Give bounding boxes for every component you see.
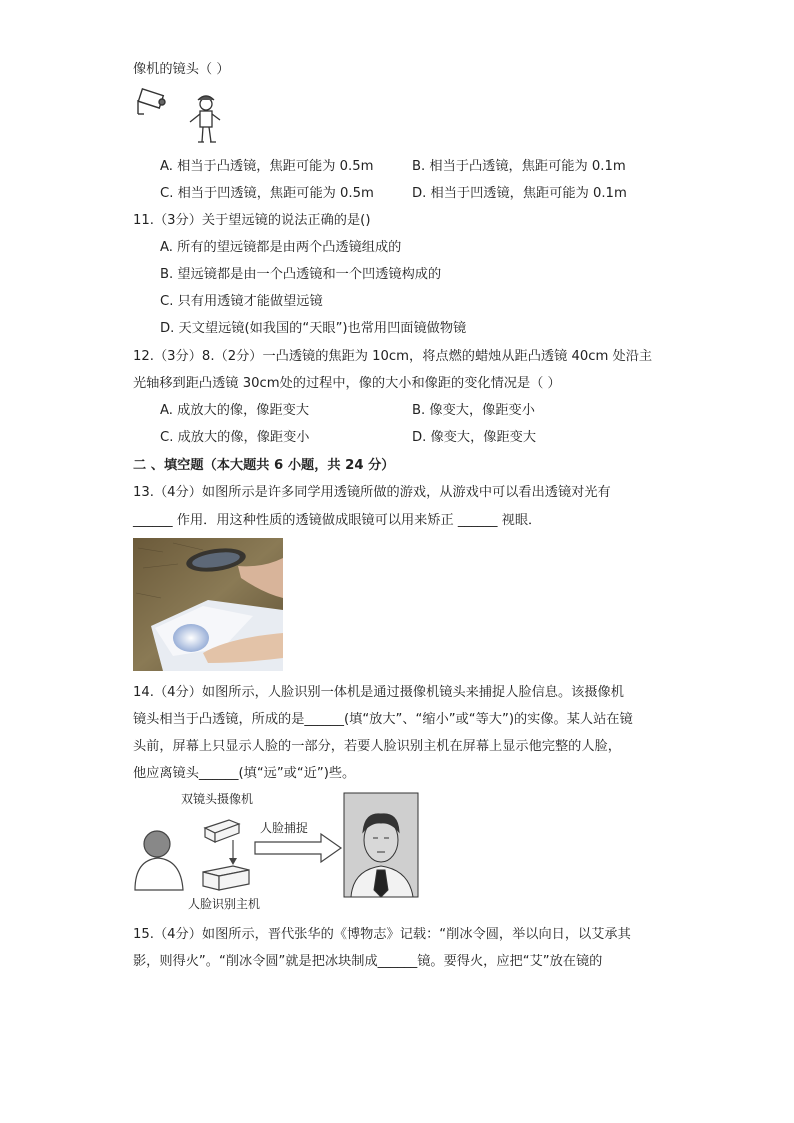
camera-icon xyxy=(138,89,165,114)
q14-line4: 他应离镜头______(填“远”或“近”)些。 xyxy=(133,766,356,781)
q14-line1: 14.（4分）如图所示，人脸识别一体机是通过摄像机镜头来捕捉人脸信息。该摄像机 xyxy=(133,685,624,700)
person-silhouette-icon xyxy=(135,831,183,890)
host-box-icon xyxy=(203,866,249,890)
q11-stem: 11.（3分）关于望远镜的说法正确的是() xyxy=(133,213,371,228)
camera-box-icon xyxy=(205,820,239,842)
q12-option-d: D. 像变大，像距变大 xyxy=(412,430,537,445)
q10-option-b: B. 相当于凸透镜，焦距可能为 0.1m xyxy=(412,159,626,174)
q10-camera-person-figure xyxy=(132,88,227,146)
q10-option-c: C. 相当于凹透镜，焦距可能为 0.5m xyxy=(160,186,374,201)
q14-line3: 头前，屏幕上只显示人脸的一部分，若要人脸识别主机在屏幕上显示他完整的人脸， xyxy=(133,739,621,754)
q12-stem-line2: 光轴移到距凸透镜 30cm处的过程中，像的大小和像距的变化情况是（ ） xyxy=(133,376,561,391)
q10-option-a: A. 相当于凸透镜，焦距可能为 0.5m xyxy=(160,159,374,174)
face-photo xyxy=(344,793,418,897)
capture-arrow-icon xyxy=(255,834,341,862)
host-label: 人脸识别主机 xyxy=(188,897,261,911)
q11-option-d: D. 天文望远镜(如我国的“天眼”)也常用凹面镜做物镜 xyxy=(160,321,467,336)
q12-option-c: C. 成放大的像，像距变小 xyxy=(160,430,310,445)
q13-line1: 13.（4分）如图所示是许多同学用透镜所做的游戏，从游戏中可以看出透镜对光有 xyxy=(133,485,611,500)
q12-stem-line1: 12.（3分）8.（2分）一凸透镜的焦距为 10cm，将点燃的蜡烛从距凸透镜 40cm 处沿主 xyxy=(133,349,653,364)
q10-option-d: D. 相当于凹透镜，焦距可能为 0.1m xyxy=(412,186,627,201)
capture-label: 人脸捕捉 xyxy=(260,821,309,835)
q11-option-b: B. 望远镜都是由一个凸透镜和一个凹透镜构成的 xyxy=(160,267,442,282)
q12-option-b: B. 像变大，像距变小 xyxy=(412,403,535,418)
q14-line2: 镜头相当于凸透镜，所成的是______(填“放大”、“缩小”或“等大”)的实像。某人站在镜 xyxy=(133,712,633,727)
q11-option-a: A. 所有的望远镜都是由两个凸透镜组成的 xyxy=(160,240,402,255)
q13-magnifier-photo xyxy=(133,538,283,671)
q13-line2: ______ 作用．用这种性质的透镜做成眼镜可以用来矫正 ______ 视眼． xyxy=(133,513,542,528)
q15-line2: 影，则得火”。“削冰令圆”就是把冰块制成______镜。要得火，应把“艾”放在镜的 xyxy=(133,954,603,969)
q10-lead: 像机的镜头（ ） xyxy=(133,62,230,77)
q14-face-recognition-figure xyxy=(133,790,423,915)
q11-option-c: C. 只有用透镜才能做望远镜 xyxy=(160,294,323,309)
q12-option-a: A. 成放大的像，像距变大 xyxy=(160,403,310,418)
person-icon xyxy=(190,96,220,142)
camera-label: 双镜头摄像机 xyxy=(181,792,254,806)
q15-line1: 15.（4分）如图所示，晋代张华的《博物志》记载：“削冰令圆，举以向日，以艾承其 xyxy=(133,927,631,942)
section-heading-fill-blank: 二 、填空题（本大题共 6 小题，共 24 分） xyxy=(133,458,395,473)
